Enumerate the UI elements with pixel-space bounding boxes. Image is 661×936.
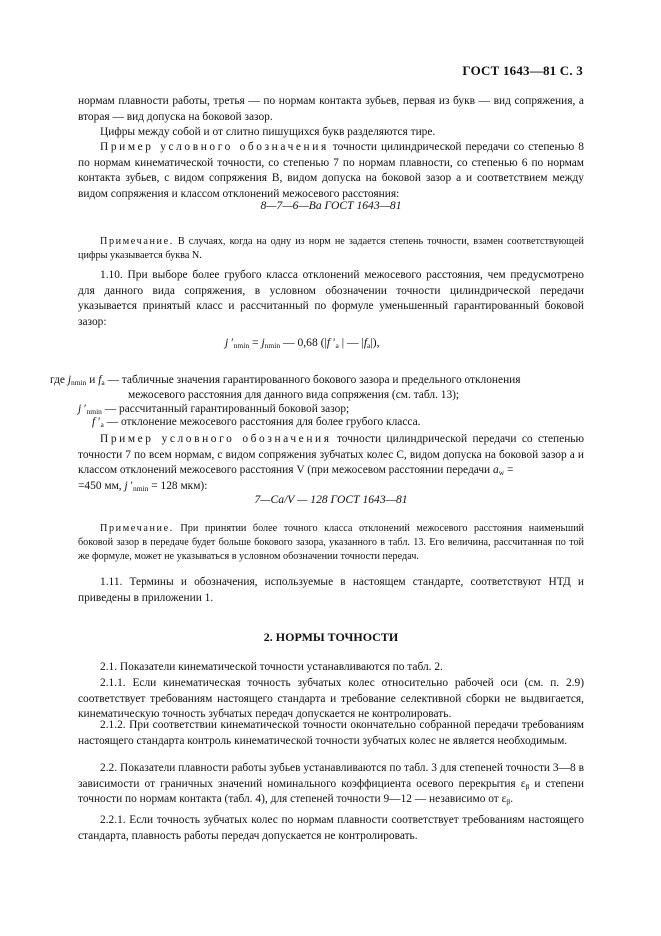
formula: j $'_{nmin} = j_{nmin}$ — 0,68 (|f $'_a$ | — $|f_a|$), [225,336,380,350]
example-1-text: точности цилиндрической передачи со степенью 8 по нормам кинематической точности, со степенью 7 по нормам плавности, со степенью 6 по нормам контакта зубьев, с видом сопряжения В, видом допуска на боковой зазор а и соответствием между видом сопряжения и классом отклонений межосевого расстояния: [78,141,584,200]
paragraph-2: Цифры между собой и от слитно пишущихся букв разделяются тире. [100,126,436,138]
example-1 [78,140,584,202]
definition-2: j $'_{nmin}$ — рассчитанный гарантированный боковой зазор; [78,403,350,416]
designation-code-2: 7—Ca/V — 128 ГОСТ 1643—81 [254,493,408,506]
definition-1: где $j_{nmin}$ и $f_a$ — табличные значения гарантированного бокового зазора и предельного отклонения [50,374,521,387]
paragraph-1-11: 1.11. Термины и обозначения, используемые в настоящем стандарте, соответствуют НТД и приведены в приложении 1. [78,576,584,604]
note-1-text: В случаях, когда на одну из норм не задается степень точности, взамен соответствующей цифры указывается буква N. [78,236,584,262]
definition-3: f $'_a$ — отклонение межосевого расстояния для более грубого класса. [92,416,421,429]
paragraph-2-1: 2.1. Показатели кинематической точности устанавливаются по табл. 2. [100,661,443,673]
section-heading: 2. НОРМЫ ТОЧНОСТИ [263,630,399,644]
note-label: Примечание. [100,236,174,247]
paragraph-1-10: 1.10. При выборе более грубого класса отклонений межосевого расстояния, чем предусмотрено для данного вида сопряжения, в условном обозначении точности цилиндрической передачи указывается принятый класс и рассчитанный по формуле уменьшенный гарантированный боковой зазор: [78,269,584,328]
note-2: Примечание. При принятии более точного класса отклонений межосевого расстояния наименьший боковой зазор в передаче будет больше бокового зазора, указанного в табл. 13. Его величина, рассчитанная по той же формуле, может не указываться в условном обозначении точности передач. [78,523,584,563]
paragraph-2-2-1: 2.2.1. Если точность зубчатых колес по нормам плавности соответствует требованиям настоящего стандарта, плавность работы передач допускается не контролировать. [78,814,584,842]
designation-code-1: 8—7—6—Ва ГОСТ 1643—81 [260,199,402,212]
paragraph-2-1-1: 2.1.1. Если кинематическая точность зубчатых колес относительно рабочей оси (см. п. 2.9) соответствует требованиям настоящего стандарта и требование селективной сборки не выдвигается, кинематическую точность зубчатых передач допускается не контролировать. [78,677,584,721]
page-header: ГОСТ 1643—81 С. 3 [462,63,583,78]
example-2: Пример условного обозначения точности цилиндрической передачи со степенью точности 7 по всем нормам, с видом сопряжения зубчатых колес С, видом допуска на боковой зазор а и классом отклонений межосевого расстояния V (при межосевом расстоянии передачи $a_w$ = =450 мм, j $'_{nmin} = 128$ мкм): [78,433,585,493]
definition-1-continued: межосевого расстояния для данного вида сопряжения (см. табл. 13); [128,389,460,401]
paragraph-2-2: 2.2. Показатели плавности работы зубьев устанавливаются по табл. 3 для степеней точности 3—8 в зависимости от граничных значений номинального коэффициента осевого перекрытия $\varepsilon_\beta$ и степени точности по нормам контакта (табл. 4), для степеней точности 9—12 — независимо от $\varepsilon_\beta$. [78,762,584,807]
paragraph-1: нормам плавности работы, третья — по нормам контакта зубьев, первая из букв — вид сопряжения, а вторая — вид допуска на боковой зазор. [78,95,584,123]
note-1 [78,235,584,263]
paragraph-2-1-2: 2.1.2. При соответствии кинематической точности окончательно собранной передачи требованиям настоящего стандарта контроль кинематической точности зубчатых колес не является необходимым. [78,719,584,747]
example-label: Пример условного обозначения [100,141,329,153]
